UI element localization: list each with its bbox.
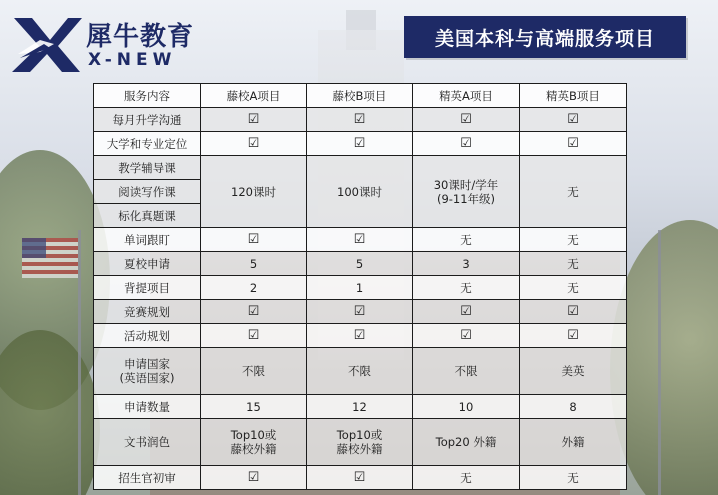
column-header: 精英B项目	[520, 84, 627, 108]
table-cell: 100课时	[307, 156, 413, 228]
table-cell: 不限	[201, 348, 307, 395]
row-label: 背提项目	[94, 276, 201, 300]
table-cell: 120课时	[201, 156, 307, 228]
brand-logo	[10, 10, 210, 78]
table-cell: 无	[520, 252, 627, 276]
check-icon: ☑	[307, 132, 413, 156]
table-cell: 30课时/学年 (9-11年级)	[413, 156, 520, 228]
column-header: 藤校A项目	[201, 84, 307, 108]
table-row	[94, 132, 627, 156]
table-cell: 15	[201, 395, 307, 419]
check-icon: ☑	[201, 324, 307, 348]
table-cell: Top10或 藤校外籍	[307, 419, 413, 466]
row-label: 申请数量	[94, 395, 201, 419]
table-cell: 不限	[307, 348, 413, 395]
check-icon: ☑	[201, 132, 307, 156]
check-icon: ☑	[201, 466, 307, 490]
table-cell: 无	[413, 228, 520, 252]
check-icon: ☑	[201, 300, 307, 324]
brand-name-cn: 犀牛教育	[86, 22, 195, 52]
check-icon: ☑	[413, 300, 520, 324]
row-label: 教学辅导课	[94, 156, 201, 180]
table-cell: 无	[413, 276, 520, 300]
table-cell: Top20 外籍	[413, 419, 520, 466]
table-cell: 无	[413, 466, 520, 490]
check-icon: ☑	[520, 300, 627, 324]
table-cell: 2	[201, 276, 307, 300]
row-label: 竞赛规划	[94, 300, 201, 324]
table-row	[94, 324, 627, 348]
column-header: 藤校B项目	[307, 84, 413, 108]
check-icon: ☑	[520, 324, 627, 348]
service-comparison-table	[93, 83, 627, 490]
row-label: 标化真题课	[94, 204, 201, 228]
table-row	[94, 252, 627, 276]
table-row	[94, 348, 627, 395]
check-icon: ☑	[307, 300, 413, 324]
row-label: 活动规划	[94, 324, 201, 348]
column-header: 精英A项目	[413, 84, 520, 108]
table-row	[94, 395, 627, 419]
row-label: 每月升学沟通	[94, 108, 201, 132]
check-icon: ☑	[520, 132, 627, 156]
table-cell: 美英	[520, 348, 627, 395]
check-icon: ☑	[413, 132, 520, 156]
row-label: 大学和专业定位	[94, 132, 201, 156]
table-cell: Top10或 藤校外籍	[201, 419, 307, 466]
row-label: 申请国家 (英语国家)	[94, 348, 201, 395]
row-label: 夏校申请	[94, 252, 201, 276]
row-label: 阅读写作课	[94, 180, 201, 204]
table-row	[94, 300, 627, 324]
check-icon: ☑	[201, 228, 307, 252]
table-cell: 1	[307, 276, 413, 300]
table-cell: 无	[520, 466, 627, 490]
check-icon: ☑	[307, 228, 413, 252]
column-header: 服务内容	[94, 84, 201, 108]
table-row	[94, 156, 627, 180]
table-cell: 无	[520, 276, 627, 300]
table-cell: 外籍	[520, 419, 627, 466]
table-row	[94, 466, 627, 490]
check-icon: ☑	[307, 324, 413, 348]
table-cell: 不限	[413, 348, 520, 395]
table-cell: 5	[307, 252, 413, 276]
check-icon: ☑	[413, 324, 520, 348]
row-label: 单词跟盯	[94, 228, 201, 252]
brand-name-en: X-NEW	[88, 50, 177, 70]
check-icon: ☑	[307, 466, 413, 490]
check-icon: ☑	[201, 108, 307, 132]
table-cell: 无	[520, 156, 627, 228]
row-label: 文书润色	[94, 419, 201, 466]
table-cell: 3	[413, 252, 520, 276]
page-title: 美国本科与高端服务项目	[404, 16, 686, 58]
table-cell: 12	[307, 395, 413, 419]
table-cell: 无	[520, 228, 627, 252]
table-cell: 10	[413, 395, 520, 419]
table-row	[94, 419, 627, 466]
table-cell: 5	[201, 252, 307, 276]
table-row	[94, 276, 627, 300]
check-icon: ☑	[520, 108, 627, 132]
table-row	[94, 108, 627, 132]
check-icon: ☑	[307, 108, 413, 132]
rhino-x-logo-icon	[10, 14, 84, 74]
table-header-row	[94, 84, 627, 108]
row-label: 招生官初审	[94, 466, 201, 490]
table-cell: 8	[520, 395, 627, 419]
table-row	[94, 228, 627, 252]
check-icon: ☑	[413, 108, 520, 132]
